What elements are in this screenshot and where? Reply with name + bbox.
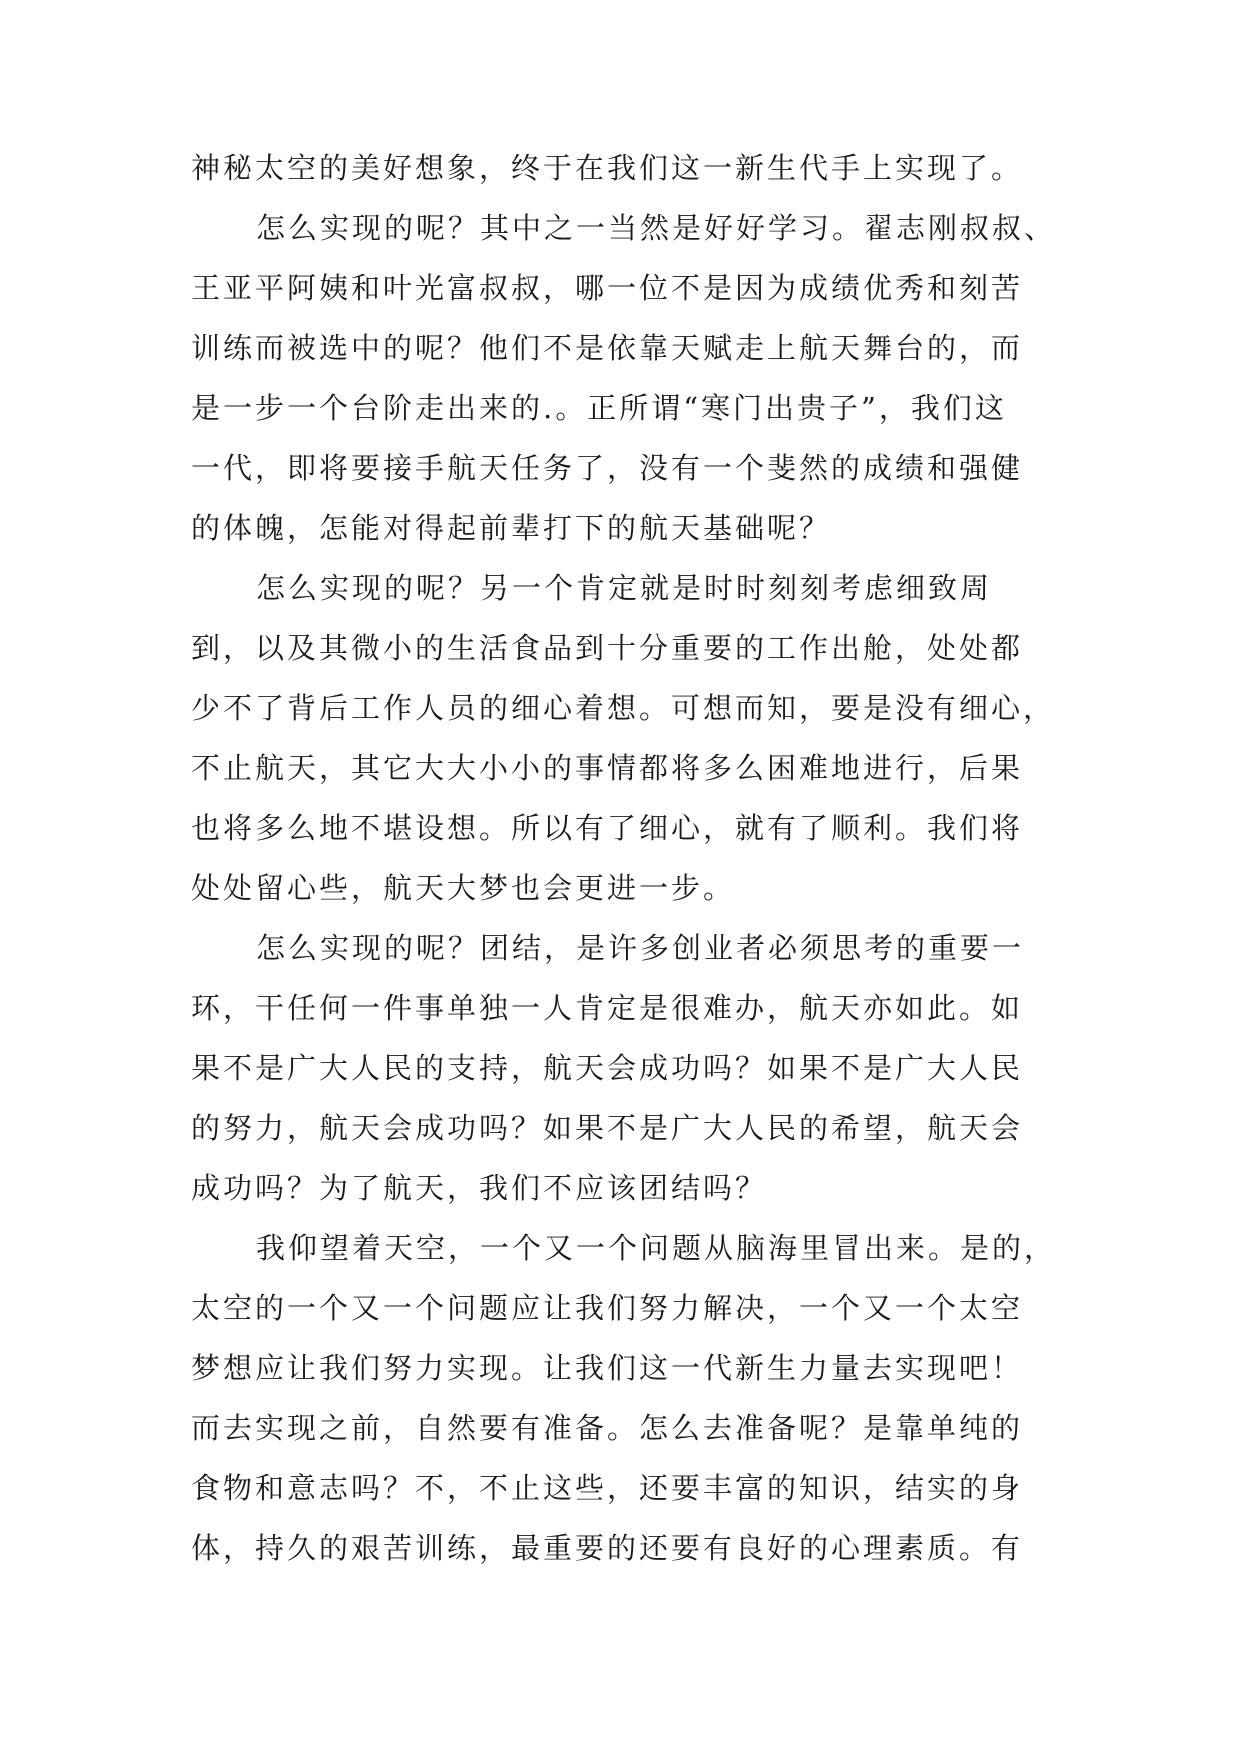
text-line: 我仰望着天空，一个又一个问题从脑海里冒出来。是的， — [256, 1231, 1057, 1265]
text-line: 梦想应让我们努力实现。让我们这一代新生力量去实现吧！ — [191, 1351, 1024, 1385]
text-line: 训练而被选中的呢？他们不是依靠天赋走上航天舞台的，而 — [191, 331, 1024, 365]
text-line: 到，以及其微小的生活食品到十分重要的工作出舱，处处都 — [191, 631, 1024, 665]
text-line: 果不是广大人民的支持，航天会成功吗？如果不是广大人民 — [191, 1051, 1024, 1085]
text-line: 怎么实现的呢？团结，是许多创业者必须思考的重要一 — [256, 931, 1025, 965]
text-line: 太空的一个又一个问题应让我们努力解决，一个又一个太空 — [191, 1291, 1024, 1325]
text-line: 王亚平阿姨和叶光富叔叔，哪一位不是因为成绩优秀和刻苦 — [191, 271, 1024, 305]
text-line: 神秘太空的美好想象，终于在我们这一新生代手上实现了。 — [191, 151, 1024, 185]
text-line: 也将多么地不堪设想。所以有了细心，就有了顺利。我们将 — [191, 811, 1024, 845]
text-line: 不止航天，其它大大小小的事情都将多么困难地进行，后果 — [191, 751, 1024, 785]
text-line: 是一步一个台阶走出来的.。正所谓“寒门出贵子”，我们这 — [191, 391, 1007, 425]
text-line: 处处留心些，航天大梦也会更进一步。 — [191, 871, 736, 905]
text-line: 体，持久的艰苦训练，最重要的还要有良好的心理素质。有 — [191, 1531, 1024, 1565]
text-line: 而去实现之前，自然要有准备。怎么去准备呢？是靠单纯的 — [191, 1411, 1024, 1445]
text-line: 一代，即将要接手航天任务了，没有一个斐然的成绩和强健 — [191, 451, 1024, 485]
text-line: 食物和意志吗？不，不止这些，还要丰富的知识，结实的身 — [191, 1471, 1024, 1505]
text-line: 怎么实现的呢？其中之一当然是好好学习。翟志刚叔叔、 — [256, 211, 1057, 245]
text-line: 环，干任何一件事单独一人肯定是很难办，航天亦如此。如 — [191, 991, 1024, 1025]
text-line: 的体魄，怎能对得起前辈打下的航天基础呢？ — [191, 511, 832, 545]
text-line: 成功吗？为了航天，我们不应该团结吗？ — [191, 1171, 768, 1205]
text-line: 怎么实现的呢？另一个肯定就是时时刻刻考虑细致周 — [256, 571, 993, 605]
text-line: 的努力，航天会成功吗？如果不是广大人民的希望，航天会 — [191, 1111, 1024, 1145]
text-line: 少不了背后工作人员的细心着想。可想而知，要是没有细心， — [191, 691, 1056, 725]
